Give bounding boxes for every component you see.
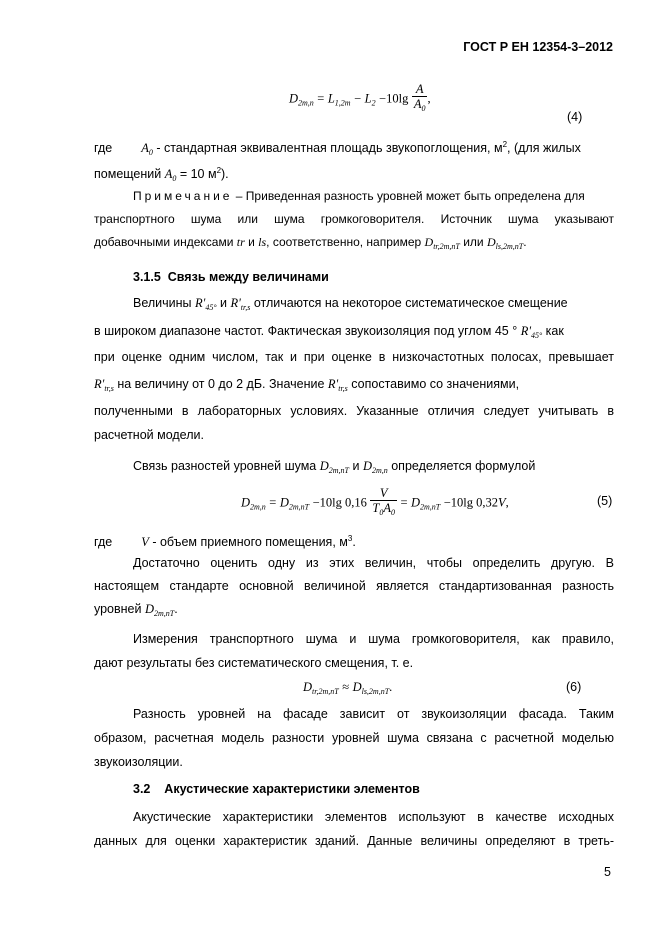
where-a0-line1 <box>94 137 614 160</box>
where-a0-line2 <box>94 163 614 186</box>
p5-line1: Разность уровней на фасаде зависит от звукоизоляции фасада. Таким <box>133 707 614 721</box>
note-d-tr-sub: tr,2m,nT <box>433 242 460 251</box>
eq4-denominator-sub: 0 <box>421 104 426 113</box>
equation-5 <box>241 486 509 520</box>
rtrs-symbol-3-sub: tr,s <box>338 384 348 393</box>
p1-line2 <box>94 324 614 343</box>
p5-line3: звукоизоляции. <box>94 755 183 769</box>
p1-text-c: отличаются на некоторое систематическое смещение <box>250 296 568 310</box>
rtrs-symbol-2-sub: tr,s <box>104 384 114 393</box>
eq6-rhs-sub: ls,2m,nT <box>361 687 390 696</box>
eq5-term2-sub: 2m,nT <box>420 502 441 512</box>
section-heading-3-1-5 <box>133 270 614 285</box>
eq5-term2: D <box>410 495 421 510</box>
p3-text-line3: уровней <box>94 602 145 616</box>
eq5-den-a: A <box>383 501 391 515</box>
eq4-term1: L <box>327 91 335 106</box>
p3-d-nt-sub: 2m,nT <box>154 609 175 618</box>
eq5-minus2: −10lg 0,32 <box>443 495 499 510</box>
note-ls-index: ls <box>258 235 267 249</box>
eq4-lhs: D <box>289 91 299 106</box>
eq4-comma: , <box>427 91 431 106</box>
note-line1 <box>133 189 614 204</box>
note-text3e: . <box>523 235 527 249</box>
p4-line1: Измерения транспортного шума и шума громкоговорителя, как правило, <box>133 632 614 646</box>
p1-line4 <box>94 377 614 396</box>
eq5-numerator: V <box>370 486 397 501</box>
section-3-2-number: 3.2 <box>133 782 151 796</box>
eq6-end: . <box>389 680 393 694</box>
v-unit-sup: 3 <box>347 534 353 543</box>
p2-text-c: определяется формулой <box>387 459 536 473</box>
a0-line2-symbol-sub: 0 <box>172 174 177 183</box>
p2-line1 <box>133 459 614 478</box>
eq5-v: V <box>498 495 506 510</box>
a0-definition-end: , (для жилых <box>507 141 581 155</box>
eq6-approx: ≈ <box>342 680 350 694</box>
note-text3a: добавочными индексами <box>94 235 237 249</box>
note-tr-index: tr <box>236 235 245 249</box>
r45-symbol-2: R' <box>520 324 531 338</box>
equation-4 <box>289 82 431 116</box>
eq4-denominator: A <box>413 97 422 111</box>
rtrs-symbol-sub: tr,s <box>240 303 251 312</box>
p1-line5: полученными в лабораторных условиях. Указанные отличия следует учитывать в <box>94 404 614 418</box>
eq5-minus1: −10lg 0,16 <box>312 495 367 510</box>
note-text3d: или <box>459 235 487 249</box>
eq4-numerator: A <box>412 82 428 97</box>
equation-6 <box>303 680 392 696</box>
eq5-equals2: = <box>400 495 408 510</box>
eq5-den-t-sub: 0 <box>379 508 384 517</box>
p3-line3 <box>94 602 614 621</box>
eq5-term1: D <box>279 495 289 510</box>
where-v-word: где <box>94 535 113 549</box>
p5-line2: образом, расчетная модель разности уровней шума связана с расчетной моделью <box>94 731 614 745</box>
rtrs-symbol: R' <box>230 296 241 310</box>
section-heading-3-2 <box>133 782 614 797</box>
rtrs-symbol-3: R' <box>327 377 339 391</box>
note-text3c: , соответственно, например <box>266 235 425 249</box>
r45-symbol-2-sub: 45° <box>531 331 543 340</box>
p6-line1: Акустические характеристики элементов используют в качестве исходных <box>133 810 614 824</box>
eq6-rhs: D <box>352 680 362 694</box>
p1-text-line2-end: как <box>542 324 564 338</box>
note-line2: транспортного шума или шума громкоговорителя. Источник шума указывают <box>94 212 614 226</box>
note-line3 <box>94 235 614 254</box>
note-d-tr: D <box>424 235 434 249</box>
r45-symbol-sub: 45° <box>205 303 217 312</box>
p3-d-nt: D <box>144 602 154 616</box>
note-text3b: и <box>244 235 259 249</box>
eq5-lhs: D <box>241 495 251 510</box>
p1-text-line4-end: сопоставимо со значениями, <box>347 377 520 391</box>
section-number: 3.1.5 <box>133 270 161 284</box>
p3-line2: настоящем стандарте основной величиной является стандартизованная разность <box>94 579 614 593</box>
eq4-lhs-sub: 2m,n <box>298 98 314 108</box>
a0-unit-sup: 2 <box>502 140 508 149</box>
eq4-number: (4) <box>567 110 583 124</box>
p1-text-line4: на величину от 0 до 2 дБ. Значение <box>113 377 328 391</box>
a0-symbol-sub: 0 <box>148 148 153 157</box>
p1-line1 <box>133 296 614 315</box>
p1-text-line2: в широком диапазоне частот. Фактическая звукоизоляция под углом 45 ° <box>94 324 518 338</box>
eq4-term2-sub: 2 <box>371 98 376 108</box>
eq6-lhs: D <box>303 680 313 694</box>
eq5-comma: , <box>505 495 509 510</box>
eq4-minus1: − <box>354 91 362 106</box>
p6-line2: данных для оценки характеристик зданий. Данные величины определяют в треть- <box>94 834 614 848</box>
where-word: где <box>94 141 113 155</box>
r45-symbol: R' <box>195 296 206 310</box>
eq5-number: (5) <box>597 494 613 508</box>
v-definition: - объем приемного помещения, м <box>148 535 348 549</box>
eq5-equals: = <box>269 495 277 510</box>
p3-line1: Достаточно оценить одну из этих величин, чтобы определить другую. В <box>133 556 614 570</box>
a0-line2-sup: 2 <box>216 166 222 175</box>
p2-d-nt-sub: 2m,nT <box>328 466 349 475</box>
eq5-den-a-sub: 0 <box>390 508 395 517</box>
p2-d-n-sub: 2m,n <box>371 466 388 475</box>
page-number: 5 <box>604 865 611 879</box>
note-d-ls: D <box>486 235 496 249</box>
p1-line6: расчетной модели. <box>94 428 204 442</box>
p2-text-b: и <box>349 459 363 473</box>
eq4-term2: L <box>364 91 372 106</box>
a0-line2-symbol: A <box>164 167 173 181</box>
p4-line2: дают результаты без систематического смещения, т. е. <box>94 656 414 670</box>
v-symbol: V <box>141 535 149 549</box>
v-definition-end: . <box>352 535 356 549</box>
a0-line2-text: помещений <box>94 167 165 181</box>
a0-definition: - стандартная эквивалентная площадь звукопоглощения, м <box>152 141 503 155</box>
note-label: Примечание <box>133 189 233 203</box>
a0-symbol: A <box>141 141 149 155</box>
section-title: Связь между величинами <box>167 270 329 284</box>
p2-d-nt: D <box>319 459 329 473</box>
eq4-fraction <box>412 82 431 116</box>
p3-end: . <box>174 602 178 616</box>
eq5-fraction <box>370 486 397 520</box>
rtrs-symbol-2: R' <box>94 377 105 391</box>
note-text1: – Приведенная разность уровней может быть определена для <box>232 189 585 203</box>
standard-header: ГОСТ Р ЕН 12354-3–2012 <box>463 40 613 54</box>
a0-line2-value: = 10 м <box>176 167 217 181</box>
p2-text-a: Связь разностей уровней шума <box>133 459 320 473</box>
p1-text-a: Величины <box>133 296 196 310</box>
eq6-lhs-sub: tr,2m,nT <box>312 687 339 696</box>
p1-line3: при оценке одним числом, так и при оценке в низкочастотных полосах, превышает <box>94 350 614 364</box>
section-3-2-title: Акустические характеристики элементов <box>164 782 420 796</box>
eq4-minus2: −10lg <box>379 91 409 106</box>
a0-line2-end: ). <box>221 167 229 181</box>
eq4-equals: = <box>317 91 325 106</box>
p1-text-b: и <box>216 296 231 310</box>
eq5-term1-sub: 2m,nT <box>288 502 310 512</box>
eq6-number: (6) <box>566 680 582 694</box>
eq5-lhs-sub: 2m,n <box>250 502 266 512</box>
eq5-den-t: T <box>372 501 380 515</box>
where-v-line <box>94 531 614 550</box>
note-d-ls-sub: ls,2m,nT <box>495 242 524 251</box>
eq4-term1-sub: 1,2m <box>334 98 351 108</box>
p2-d-n: D <box>362 459 372 473</box>
